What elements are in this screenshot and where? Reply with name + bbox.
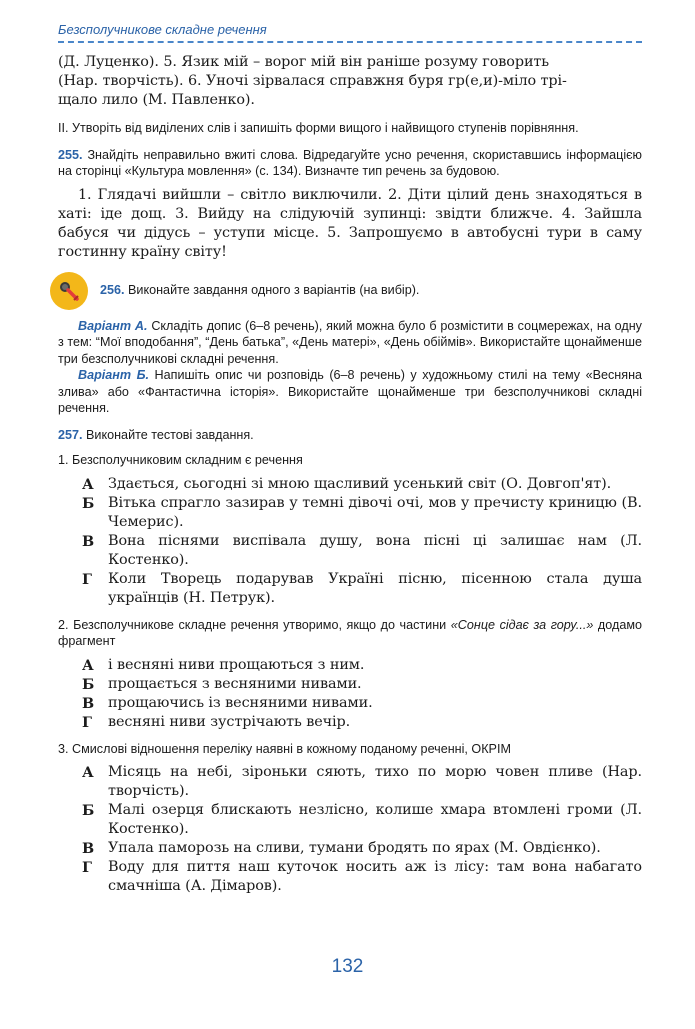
exercise-256-heading: [50, 272, 642, 310]
option-letter: Б: [82, 494, 95, 512]
option-text: Вітька спрагло зазирав у темні дівочі очі, мов у пречисту криницю (В. Чемерис).: [108, 494, 642, 530]
option-text: Вона піснями виспівала душу, вона пісні ці залишає нам (Л. Костенко).: [108, 532, 642, 568]
intro-text: [58, 53, 642, 110]
exercise-255-sentences: 1. Глядачі вийшли – світло виключили. 2. Діти цілий день знаходяться в хаті: іде дощ. 3. Вийду на слідуючій зупинці: звідти ближче. 4. Зайшла бабуся чи дідусь – уступи місце. 5. Запрошуємо в автобусні тури в саму гостинну країну світу!: [58, 186, 642, 260]
option: [58, 675, 642, 694]
option: [58, 532, 642, 570]
task-2: II. Утворіть від виділених слів і запишіть форми вищого і найвищого ступенів порівняння.: [58, 121, 579, 135]
option: [58, 763, 642, 801]
question-1-options: [58, 475, 642, 608]
option-text: Коли Творець подарував Україні пісню, пісенною стала душа українців (Н. Петрук).: [108, 570, 642, 606]
intro-line: щало лило (М. Павленко).: [58, 92, 255, 108]
question-2: [58, 617, 642, 650]
option-letter: А: [82, 764, 94, 781]
intro-line: (Нар. творчість). 6. Уночі зірвалася справжня буря гр(е,и)-міло трі-: [58, 73, 567, 89]
option-text: прощаючись із весняними нивами.: [108, 694, 373, 711]
variant-a-label: Варіант А.: [78, 318, 148, 333]
exercise-text: Виконайте тестові завдання.: [86, 427, 254, 442]
option-text: і весняні ниви прощаються з ним.: [108, 656, 365, 673]
option-text: Місяць на небі, зіроньки сяють, тихо по морю човен пливе (Нар. творчість).: [108, 764, 642, 799]
option: [58, 858, 642, 896]
option: [58, 694, 642, 713]
running-header: Безсполучникове складне речення: [58, 22, 642, 43]
option-text: Воду для пиття наш куточок носить аж із лісу: там вона набагато смачніша (А. Дімаров).: [108, 859, 642, 894]
variant-a-text: Складіть допис (6–8 речень), який можна було б розмістити в соцмережах, на одну з тем: “Мої вподобання”, “День батька”, «День матері», «День обіймів». Використайте щонайменше три безсполучникові складні речення.: [58, 318, 642, 366]
option-letter: Г: [82, 859, 92, 876]
variant-a: [58, 318, 642, 368]
option-letter: Г: [82, 570, 92, 588]
exercise-number: 257.: [58, 427, 83, 442]
exercise-number: 255.: [58, 147, 83, 162]
exercise-255: [58, 147, 642, 180]
page: [58, 22, 642, 896]
exercise-number: 256.: [100, 283, 125, 298]
intro-line: (Д. Луценко). 5. Язик мій – ворог мій він раніше розуму говорить: [58, 54, 550, 70]
variant-b-label: Варіант Б.: [78, 368, 150, 382]
option-letter: В: [82, 840, 95, 857]
option: [58, 656, 642, 675]
option: [58, 570, 642, 608]
option-text: Здається, сьогодні зі мною щасливий усенький світ (О. Довгоп'ят).: [108, 475, 612, 492]
question-2-quote: «Сонце сідає за гору...»: [450, 617, 594, 632]
exercise-text: Виконайте завдання одного з варіантів (на вибір).: [128, 283, 420, 298]
option-letter: А: [82, 656, 94, 674]
option-text: весняні ниви зустрічають вечір.: [108, 713, 351, 730]
question-3-options: [58, 763, 642, 896]
option-text: прощається з весняними нивами.: [108, 675, 362, 692]
question-2-text: 2. Безсполучникове складне речення утворимо, якщо до частини: [58, 617, 447, 632]
option: [58, 801, 642, 839]
question-2-text-end: додамо фрагмент: [58, 617, 643, 648]
option: [58, 839, 642, 858]
option-letter: А: [82, 475, 94, 493]
option: [58, 713, 642, 732]
option-letter: В: [82, 694, 95, 712]
question-3: 3. Смислові відношення переліку наявні в кожному поданому реченні, ОКРІМ: [58, 741, 511, 756]
option-letter: Г: [82, 713, 92, 731]
option-text: Упала паморозь на сливи, тумани бродять по ярах (М. Овдієнко).: [108, 840, 601, 856]
variant-b: [58, 367, 642, 417]
option-letter: Б: [82, 802, 95, 819]
option: [58, 494, 642, 532]
option-letter: В: [82, 532, 95, 550]
option-letter: Б: [82, 675, 95, 693]
option-text: Малі озерця блискають незлісно, колише хмара втомлені громи (Л. Костенко).: [108, 802, 642, 837]
variant-b-text: Напишіть опис чи розповідь (6–8 речень) у художньому стилі на тему «Весняна злива» або «Фантастична історія». Використайте щонайменше три безсполучникові складні речення.: [58, 368, 643, 415]
exercise-257: [58, 427, 642, 444]
microphone-icon: [50, 272, 88, 310]
question-1: 1. Безсполучниковим складним є речення: [58, 453, 303, 467]
page-number: 132: [331, 956, 364, 977]
option: [58, 475, 642, 494]
exercise-text: Знайдіть неправильно вжиті слова. Відредагуйте усно речення, скориставшись інформацією на сторінці «Культура мовлення» (с. 134). Визначте тип речень за будовою.: [58, 147, 643, 178]
question-2-options: [58, 656, 642, 732]
